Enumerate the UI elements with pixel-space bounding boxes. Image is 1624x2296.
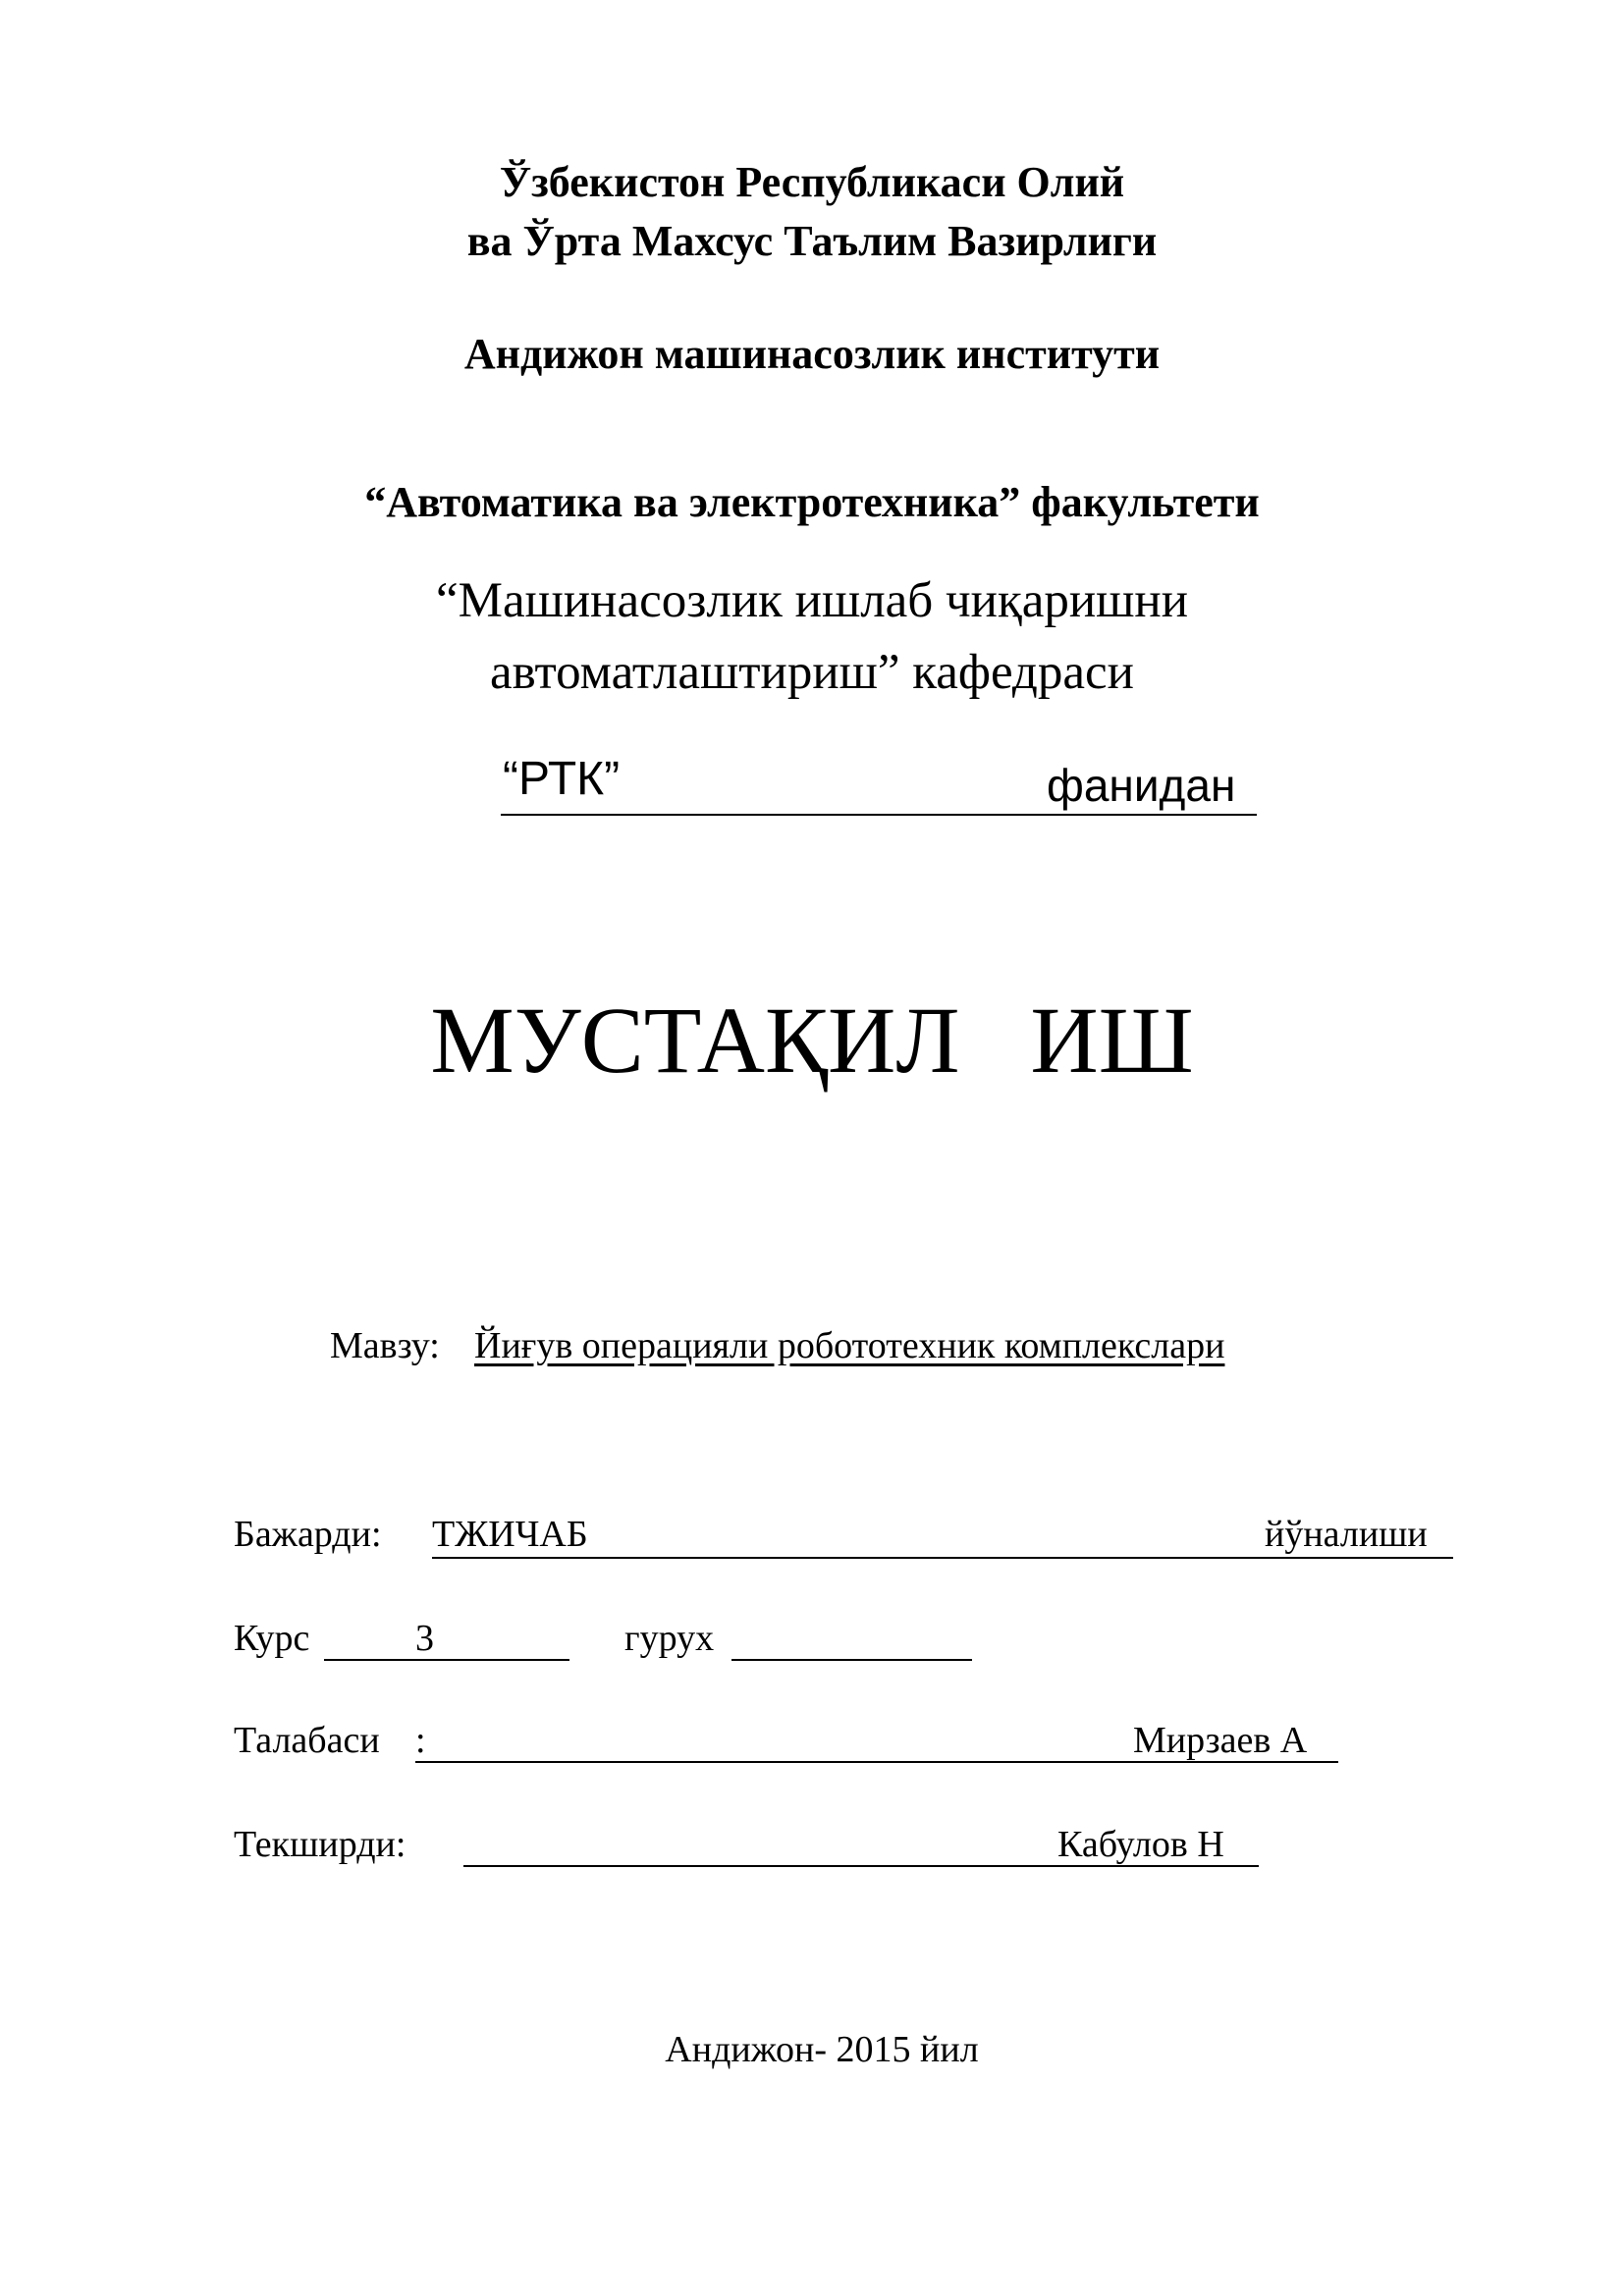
performed-underline [432,1557,1453,1559]
faculty-name: “Автоматика ва электротехника” факультети [364,478,1260,526]
city-year: Андижон- 2015 йил [665,2029,979,2070]
performed-label: Бажарди: [234,1514,382,1555]
ministry-line-2: ва Ўрта Махсус Таълим Вазирлиги [466,217,1158,265]
subject-underline [501,814,1257,816]
subject-name: “РТК” [503,753,621,805]
student-value: Мирзаев А [1133,1720,1308,1761]
group-label: гурух [624,1618,715,1659]
group-underline [731,1659,972,1661]
ministry-line-1: Ўзбекистон Республикаси Олий [499,158,1125,206]
student-underline [415,1761,1338,1763]
performed-suffix: йўналиши [1265,1514,1428,1555]
course-underline [324,1659,569,1661]
institute-name: Андижон машинасозлик институти [463,330,1161,378]
page-title: МУСТАҚИЛ ИШ [430,988,1194,1093]
topic-value: Йиғув операцияли робототехник комплекслари [474,1325,1225,1366]
checked-label: Текширди: [234,1824,406,1865]
performed-value: ТЖИЧАБ [432,1514,588,1555]
student-label: Талабаси [234,1720,380,1761]
course-value: 3 [415,1618,434,1659]
checked-value: Кабулов Н [1057,1824,1224,1865]
checked-underline [463,1865,1259,1867]
subject-suffix: фанидан [1047,760,1236,811]
department-line-2: автоматлаштириш” кафедраси [490,645,1134,700]
department-line-1: “Машинасозлик ишлаб чиқаришни [435,573,1189,628]
course-label: Курс [234,1618,310,1659]
student-colon: : [415,1720,426,1761]
topic-label: Мавзу: [330,1325,440,1366]
